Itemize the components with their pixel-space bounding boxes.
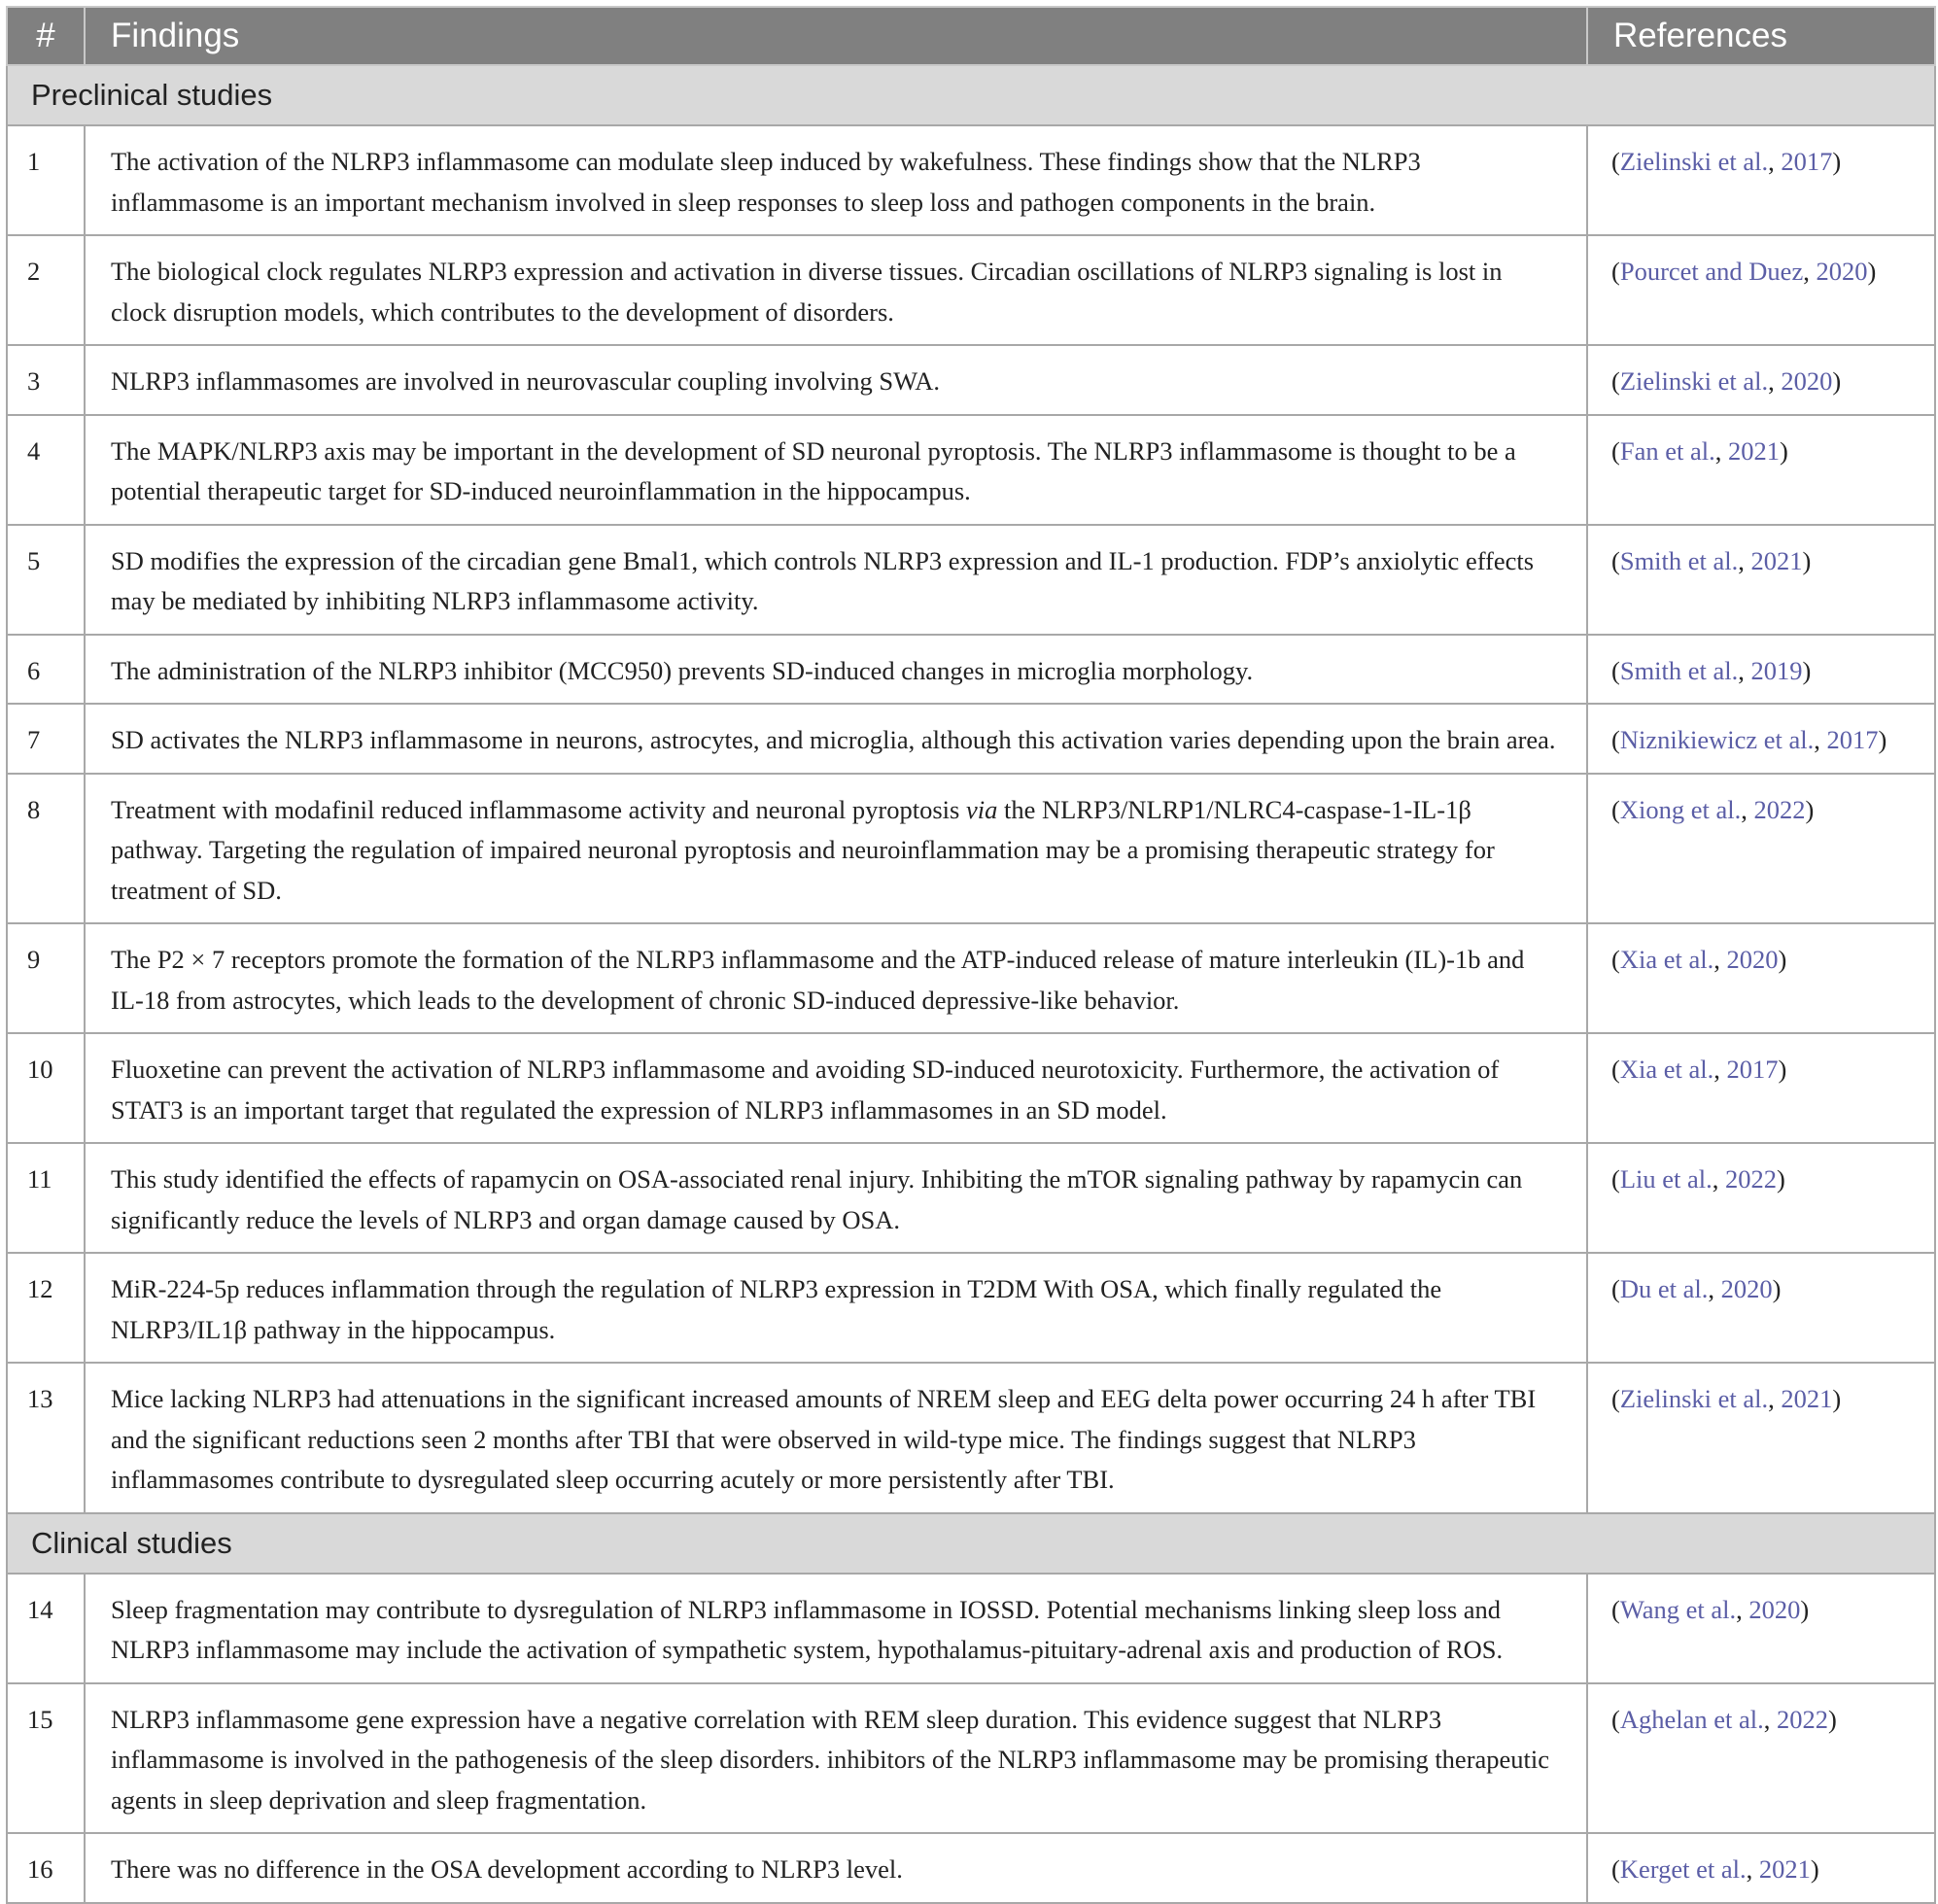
reference-comma: , <box>1768 1384 1782 1413</box>
paren-open: ( <box>1611 725 1620 754</box>
reference-year-link[interactable]: 2017 <box>1826 725 1879 754</box>
paren-close: ) <box>1832 147 1842 176</box>
reference-year-link[interactable]: 2022 <box>1776 1704 1828 1734</box>
finding-text: NLRP3 inflammasome gene expression have a negative correlation with REM sleep duration. This evidence suggest that NLRP3 inflammasome is involved in the pathogenesis of the sleep disorders. inhibitors of the NLRP3 inflammasome may be promising therapeutic agents in sleep deprivation and sleep fragmentation. <box>85 1683 1587 1834</box>
reference-comma: , <box>1803 257 1817 286</box>
paren-close: ) <box>1805 794 1815 824</box>
reference-cell <box>1587 1833 1935 1903</box>
row-number: 10 <box>7 1033 85 1143</box>
finding-text: Mice lacking NLRP3 had attenuations in the significant increased amounts of NREM sleep and EEG delta power occurring 24 h after TBI and the significant reductions seen 2 months after TBI that were observed in wild-type mice. The findings suggest that NLRP3 inflammasomes contribute to dysregulated sleep occurring acutely or more persistently after TBI. <box>85 1363 1587 1513</box>
reference-author-link[interactable]: Kerget et al. <box>1619 1854 1747 1884</box>
reference-comma: , <box>1763 1704 1777 1734</box>
reference-cell <box>1587 345 1935 415</box>
reference-cell <box>1587 1683 1935 1834</box>
paren-close: ) <box>1827 1704 1837 1734</box>
table-row <box>7 125 1935 235</box>
table-body <box>7 65 1935 1903</box>
reference-cell <box>1587 125 1935 235</box>
paren-close: ) <box>1778 945 1787 974</box>
table-row <box>7 1683 1935 1834</box>
section-title: Preclinical studies <box>7 65 1935 125</box>
row-number: 5 <box>7 525 85 635</box>
reference-year-link[interactable]: 2020 <box>1781 366 1833 396</box>
reference-year-link[interactable]: 2019 <box>1750 655 1803 685</box>
finding-text: MiR-224-5p reduces inflammation through the regulation of NLRP3 expression in T2DM With OSA, which finally regulated the NLRP3/IL1β pathway in the hippocampus. <box>85 1253 1587 1363</box>
reference-author-link[interactable]: Liu et al. <box>1619 1164 1713 1194</box>
reference-comma: , <box>1741 794 1754 824</box>
table-row <box>7 345 1935 415</box>
paren-close: ) <box>1778 1055 1787 1084</box>
finding-text: The MAPK/NLRP3 axis may be important in the development of SD neuronal pyroptosis. The NLRP3 inflammasome is thought to be a potential therapeutic target for SD-induced neuroinflammation in the hippocampus. <box>85 415 1587 525</box>
reference-comma: , <box>1736 1594 1749 1624</box>
paren-close: ) <box>1832 1384 1842 1413</box>
table-row <box>7 1833 1935 1903</box>
finding-text: This study identified the effects of rapamycin on OSA-associated renal injury. Inhibiting the mTOR signaling pathway by rapamycin can significantly reduce the levels of NLRP3 and organ damage caused by OSA. <box>85 1143 1587 1253</box>
paren-open: ( <box>1611 545 1620 575</box>
finding-text: There was no difference in the OSA development according to NLRP3 level. <box>85 1833 1587 1903</box>
row-number: 14 <box>7 1574 85 1683</box>
finding-text: SD activates the NLRP3 inflammasome in neurons, astrocytes, and microglia, although this activation varies depending upon the brain area. <box>85 704 1587 774</box>
reference-author-link[interactable]: Smith et al. <box>1619 545 1739 575</box>
paren-close: ) <box>1779 435 1788 466</box>
reference-author-link[interactable]: Wang et al. <box>1619 1594 1737 1624</box>
reference-author-link[interactable]: Zielinski et al. <box>1619 366 1769 396</box>
reference-cell <box>1587 415 1935 525</box>
row-number: 13 <box>7 1363 85 1513</box>
paren-open: ( <box>1611 1594 1620 1624</box>
finding-text: The biological clock regulates NLRP3 expression and activation in diverse tissues. Circadian oscillations of NLRP3 signaling is lost in clock disruption models, which contributes to the development of disorders. <box>85 235 1587 345</box>
reference-comma: , <box>1746 1854 1759 1884</box>
reference-comma: , <box>1738 545 1751 575</box>
row-number: 7 <box>7 704 85 774</box>
reference-author-link[interactable]: Aghelan et al. <box>1619 1704 1764 1734</box>
reference-year-link[interactable]: 2020 <box>1726 945 1779 974</box>
finding-text: The P2 × 7 receptors promote the formation of the NLRP3 inflammasome and the ATP-induced release of mature interleukin (IL)-1b and IL-18 from astrocytes, which leads to the development of chronic SD-induced depressive-like behavior. <box>85 923 1587 1033</box>
paren-open: ( <box>1611 435 1620 466</box>
paren-open: ( <box>1611 1384 1620 1413</box>
reference-comma: , <box>1768 147 1782 176</box>
reference-year-link[interactable]: 2021 <box>1727 435 1780 466</box>
reference-comma: , <box>1768 366 1782 396</box>
row-number: 12 <box>7 1253 85 1363</box>
row-number: 6 <box>7 635 85 705</box>
finding-text: The administration of the NLRP3 inhibitor (MCC950) prevents SD-induced changes in microglia morphology. <box>85 635 1587 705</box>
row-number: 1 <box>7 125 85 235</box>
reference-comma: , <box>1713 1055 1727 1084</box>
table-row <box>7 704 1935 774</box>
row-number: 9 <box>7 923 85 1033</box>
table-row <box>7 235 1935 345</box>
reference-year-link[interactable]: 2017 <box>1781 147 1833 176</box>
paren-close: ) <box>1800 1594 1810 1624</box>
reference-year-link[interactable]: 2020 <box>1748 1594 1801 1624</box>
reference-year-link[interactable]: 2020 <box>1816 257 1868 286</box>
row-number: 4 <box>7 415 85 525</box>
paren-open: ( <box>1611 257 1620 286</box>
reference-year-link[interactable]: 2022 <box>1753 794 1806 824</box>
header-findings: Findings <box>85 7 1587 65</box>
table-row <box>7 415 1935 525</box>
finding-text: The activation of the NLRP3 inflammasome can modulate sleep induced by wakefulness. These findings show that the NLRP3 inflammasome is an important mechanism involved in sleep responses to sleep loss and pathogen components in the brain. <box>85 125 1587 235</box>
paren-open: ( <box>1611 655 1620 685</box>
table-row <box>7 1143 1935 1253</box>
row-number: 8 <box>7 774 85 924</box>
table-row <box>7 1253 1935 1363</box>
section-title: Clinical studies <box>7 1513 1935 1574</box>
reference-comma: , <box>1738 655 1751 685</box>
finding-text-part: the NLRP3/NLRP1/NLRC4-caspase-1-IL-1β pathway. Targeting the regulation of impaired neuronal pyroptosis and neuroinflammation may be a promising therapeutic strategy for treatment of SD. <box>111 794 1495 905</box>
paren-open: ( <box>1611 366 1620 396</box>
section-header-row <box>7 65 1935 125</box>
finding-text: Sleep fragmentation may contribute to dysregulation of NLRP3 inflammasome in IOSSD. Potential mechanisms linking sleep loss and NLRP3 inflammasome may include the activation of sympathetic system, hypothalamus-pituitary-adrenal axis and production of ROS. <box>85 1574 1587 1683</box>
reference-cell <box>1587 235 1935 345</box>
reference-cell <box>1587 1033 1935 1143</box>
reference-cell <box>1587 923 1935 1033</box>
table-row <box>7 923 1935 1033</box>
paren-close: ) <box>1802 655 1812 685</box>
reference-year-link[interactable]: 2020 <box>1720 1274 1773 1303</box>
paren-open: ( <box>1611 147 1620 176</box>
header-references: References <box>1587 7 1935 65</box>
reference-author-link[interactable]: Du et al. <box>1619 1274 1709 1303</box>
reference-author-link[interactable]: Pourcet and Duez <box>1619 257 1804 286</box>
table-row <box>7 1363 1935 1513</box>
row-number: 11 <box>7 1143 85 1253</box>
reference-cell <box>1587 635 1935 705</box>
reference-cell <box>1587 1363 1935 1513</box>
table-row <box>7 1574 1935 1683</box>
paren-open: ( <box>1611 1704 1620 1734</box>
reference-author-link[interactable]: Fan et al. <box>1619 435 1715 466</box>
finding-text-part: Treatment with modafinil reduced inflammasome activity and neuronal pyroptosis <box>111 794 966 824</box>
section-header-row <box>7 1513 1935 1574</box>
paren-open: ( <box>1611 1164 1620 1194</box>
paren-open: ( <box>1611 1055 1620 1084</box>
reference-author-link[interactable]: Niznikiewicz et al. <box>1619 725 1815 754</box>
reference-cell <box>1587 774 1935 924</box>
paren-close: ) <box>1802 545 1812 575</box>
finding-text: Fluoxetine can prevent the activation of NLRP3 inflammasome and avoiding SD-induced neurotoxicity. Furthermore, the activation of STAT3 is an important target that regulated the expression of NLRP3 inflammasomes in an SD model. <box>85 1033 1587 1143</box>
reference-author-link[interactable]: Xia et al. <box>1619 1055 1714 1084</box>
paren-close: ) <box>1772 1274 1782 1303</box>
reference-year-link[interactable]: 2021 <box>1781 1384 1833 1413</box>
reference-year-link[interactable]: 2021 <box>1758 1854 1811 1884</box>
row-number: 2 <box>7 235 85 345</box>
findings-table <box>6 6 1936 1904</box>
findings-table-container <box>6 6 1934 1904</box>
reference-cell <box>1587 1253 1935 1363</box>
row-number: 16 <box>7 1833 85 1903</box>
reference-cell <box>1587 1574 1935 1683</box>
paren-close: ) <box>1777 1164 1785 1194</box>
reference-comma: , <box>1814 725 1827 754</box>
row-number: 3 <box>7 345 85 415</box>
paren-close: ) <box>1867 257 1877 286</box>
table-row <box>7 1033 1935 1143</box>
reference-year-link[interactable]: 2022 <box>1725 1164 1778 1194</box>
finding-text <box>85 774 1587 924</box>
reference-cell <box>1587 525 1935 635</box>
reference-comma: , <box>1714 435 1728 466</box>
finding-text: NLRP3 inflammasomes are involved in neurovascular coupling involving SWA. <box>85 345 1587 415</box>
reference-author-link[interactable]: Xia et al. <box>1619 945 1714 974</box>
reference-year-link[interactable]: 2017 <box>1726 1055 1779 1084</box>
reference-author-link[interactable]: Zielinski et al. <box>1619 147 1769 176</box>
row-number: 15 <box>7 1683 85 1834</box>
paren-open: ( <box>1611 945 1620 974</box>
paren-close: ) <box>1832 366 1842 396</box>
reference-author-link[interactable]: Smith et al. <box>1619 655 1739 685</box>
table-row <box>7 635 1935 705</box>
paren-close: ) <box>1878 725 1887 754</box>
reference-comma: , <box>1712 1164 1726 1194</box>
reference-author-link[interactable]: Xiong et al. <box>1619 794 1742 824</box>
reference-author-link[interactable]: Zielinski et al. <box>1619 1384 1769 1413</box>
paren-open: ( <box>1611 794 1620 824</box>
reference-comma: , <box>1713 945 1727 974</box>
reference-year-link[interactable]: 2021 <box>1750 545 1803 575</box>
table-row <box>7 774 1935 924</box>
reference-comma: , <box>1708 1274 1721 1303</box>
finding-text-italic: via <box>965 794 998 824</box>
paren-open: ( <box>1611 1274 1620 1303</box>
finding-text: SD modifies the expression of the circadian gene Bmal1, which controls NLRP3 expression and IL-1 production. FDP’s anxiolytic effects may be mediated by inhibiting NLRP3 inflammasome activity. <box>85 525 1587 635</box>
reference-cell <box>1587 704 1935 774</box>
header-number: # <box>7 7 85 65</box>
table-row <box>7 525 1935 635</box>
paren-close: ) <box>1810 1854 1819 1884</box>
paren-open: ( <box>1611 1854 1620 1884</box>
reference-cell <box>1587 1143 1935 1253</box>
table-header-row <box>7 7 1935 65</box>
